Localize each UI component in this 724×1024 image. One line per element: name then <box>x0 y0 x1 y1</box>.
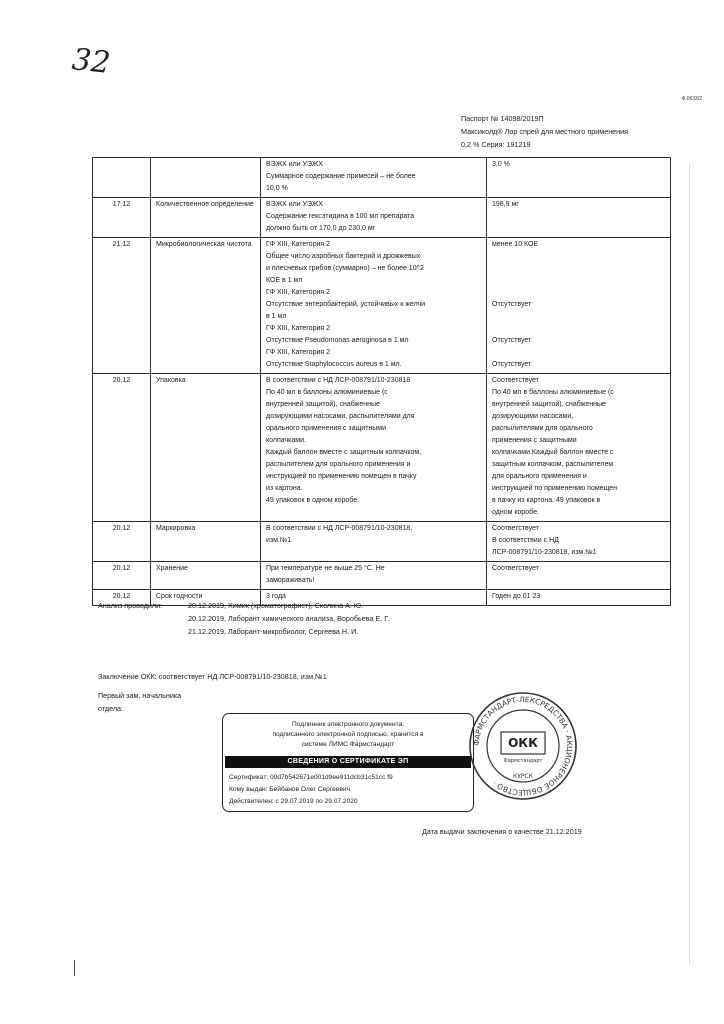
result-line: Соответствует <box>492 565 539 572</box>
test-date-cell <box>93 158 151 198</box>
requirement-cell <box>261 198 487 238</box>
table-row <box>93 198 671 238</box>
test-date-cell: 17.12 <box>93 198 151 238</box>
requirement-line: Отсутствие Pseudomonas aeruginosa в 1 мл <box>266 337 409 344</box>
result-line <box>492 311 665 323</box>
signature-notice-line: системе ЛИМС Фармстандарт <box>301 741 395 748</box>
table-row <box>93 238 671 374</box>
test-date-cell: 20.12 <box>93 590 151 606</box>
analysis-line-3: 21.12.2019, Лаборант-микробиолог, Сергеева Н. И. <box>188 627 359 636</box>
requirement-line: 3 года <box>266 593 286 600</box>
requirement-cell <box>261 238 487 374</box>
requirement-line: изм.№1 <box>266 537 292 544</box>
stamp-center-text: ОКК <box>508 736 538 750</box>
okk-conclusion: Заключение ОКК: соответствует НД ЛСР-008791/10-230818, изм.№1 <box>98 672 327 681</box>
requirement-line: и плесневых грибов (суммарно) – не более 10^2 <box>266 265 424 272</box>
table-row <box>93 158 671 198</box>
result-line: Отсутствует <box>492 361 532 368</box>
test-date-cell: 20.12 <box>93 562 151 590</box>
test-name-cell <box>151 158 261 198</box>
requirement-line: Отсутствие Staphylococcus aureus в 1 мл. <box>266 361 402 368</box>
analysis-line-1: 20.12.2019, Химик (хроматографист), Сколина А. Ю. <box>188 601 364 610</box>
requirement-line: из картона. <box>266 485 303 492</box>
test-date-cell: 21.12 <box>93 238 151 374</box>
deputy-head <box>98 689 181 715</box>
certificate-details <box>229 772 393 808</box>
result-line <box>492 323 665 335</box>
margin-mark <box>74 960 75 976</box>
document-header <box>461 112 628 151</box>
result-line: 198,9 мг <box>492 201 519 208</box>
result-line: для орального применения и <box>492 473 587 480</box>
result-cell <box>487 590 671 606</box>
result-cell <box>487 198 671 238</box>
requirement-line: внутренней защитой), снабженные <box>266 401 380 408</box>
requirement-cell <box>261 562 487 590</box>
passport-number: Паспорт № 14098/2019П <box>461 114 544 123</box>
test-name-cell: Маркировка <box>151 522 261 562</box>
result-line: Отсутствует <box>492 337 532 344</box>
form-code: Ф.0633/2 <box>681 96 702 102</box>
requirement-line: ВЭЖХ или УЭЖХ <box>266 161 323 168</box>
requirement-line: При температуре не выше 25 °С. Не <box>266 565 385 572</box>
requirement-line: КОЕ в 1 мл <box>266 277 303 284</box>
requirement-line: В соответствии с НД ЛСР-008791/10-230818, <box>266 525 413 532</box>
requirement-line: 49 упаковок в одном коробе. <box>266 497 360 504</box>
signature-notice-line: подписанного электронной подписью, хранится в <box>272 731 424 738</box>
result-line: 3,0 % <box>492 161 510 168</box>
requirement-line: дозирующими насосами, распылителями для <box>266 413 415 420</box>
result-line: колпачками.Каждый баллон вместе с <box>492 449 614 456</box>
requirement-line: Отсутствие энтеробактерий, устойчивых к желчи <box>266 301 426 308</box>
result-line: применения с защитными <box>492 437 577 444</box>
result-line: Годен до 01 23 <box>492 593 541 600</box>
result-line: В соответствии с НД <box>492 537 559 544</box>
test-results-table <box>92 157 671 606</box>
signature-notice <box>223 720 473 750</box>
deputy-dept: отдела: <box>98 704 124 713</box>
result-line <box>492 263 665 275</box>
test-date-cell: 20.12 <box>93 522 151 562</box>
signature-notice-line: Подлинник электронного документа, <box>291 721 405 728</box>
result-line: менее 10 КОЕ <box>492 241 539 248</box>
requirement-line: Каждый баллон вместе с защитным колпачком, <box>266 449 422 456</box>
product-name: Максиколд® Лор спрей для местного применения <box>461 127 629 136</box>
requirement-line: ГФ XIII, Категория 2 <box>266 289 331 296</box>
result-line <box>492 251 665 263</box>
certificate-id: Сертификат: 00d7b542671e001d9ee911dcb31c51cc f9 <box>229 774 393 781</box>
test-name-cell: Срок годности <box>151 590 261 606</box>
result-cell <box>487 158 671 198</box>
table-row <box>93 522 671 562</box>
result-line: одном коробе. <box>492 509 539 516</box>
requirement-line: ВЭЖХ или УЭЖХ <box>266 201 323 208</box>
result-line <box>492 347 665 359</box>
result-line: защитным колпачком, распылителем <box>492 461 614 468</box>
deputy-title: Первый зам. начальника <box>98 691 182 700</box>
result-line: внутренней защитой), снабженные <box>492 401 606 408</box>
result-line: ЛСР-008791/10-230818, изм.№1 <box>492 549 597 556</box>
certificate-holder: Кому выдан: Бейбанов Олег Сергеевич <box>229 786 351 793</box>
requirement-line: 10,0 % <box>266 185 288 192</box>
electronic-signature-box <box>222 713 474 812</box>
certificate-banner: СВЕДЕНИЯ О СЕРТИФИКАТЕ ЭП <box>225 756 471 768</box>
certificate-validity: Действителен: с 29.07.2019 по 29.07.2020 <box>229 798 358 805</box>
table-row <box>93 374 671 522</box>
result-line: Соответствует <box>492 377 539 384</box>
requirement-line: орального применения с защитными <box>266 425 387 432</box>
result-line: распылителями для орального <box>492 425 593 432</box>
requirement-cell <box>261 522 487 562</box>
requirement-cell <box>261 374 487 522</box>
result-cell <box>487 562 671 590</box>
stamp-city: КУРСК <box>513 773 533 780</box>
scan-edge-line <box>689 164 690 964</box>
result-line: в пачку из картона. 49 упаковок в <box>492 497 601 504</box>
requirement-line: Общее число аэробных бактерий и дрожжевых <box>266 253 421 260</box>
analysis-line-2: 20.12.2019, Лаборант химического анализа, Воробьева Е. Г. <box>188 614 390 623</box>
result-line: По 40 мл в баллоны алюминиевые (с <box>492 389 614 396</box>
requirement-line: По 40 мл в баллоны алюминиевые (с <box>266 389 388 396</box>
stamp-ring-text: ФАРМСТАНДАРТ-ЛЕКСРЕДСТВА · АКЦИОНЕРНОЕ ОБЩЕСТВО · <box>471 694 575 798</box>
requirement-line: замораживать! <box>266 577 315 584</box>
requirement-line: Содержание гексэтидина в 100 мл препарата <box>266 213 415 220</box>
result-line: дозирующими насосами, <box>492 413 574 420</box>
requirement-line: распылителем для орального применения и <box>266 461 411 468</box>
company-stamp <box>467 690 579 802</box>
test-name-cell: Упаковка <box>151 374 261 522</box>
result-cell <box>487 522 671 562</box>
analysis-label: Анализ проводили: <box>98 601 163 610</box>
result-cell <box>487 374 671 522</box>
requirement-line: ГФ XIII, Категория 2 <box>266 349 331 356</box>
requirement-line: инструкцией по применению помещен в пачку <box>266 473 417 480</box>
requirement-cell <box>261 158 487 198</box>
test-name-cell: Количественное определение <box>151 198 261 238</box>
result-line <box>492 275 665 287</box>
result-line <box>492 287 665 299</box>
test-date-cell: 20.12 <box>93 374 151 522</box>
result-cell <box>487 238 671 374</box>
result-line: Соответствует <box>492 525 539 532</box>
requirement-line: должно быть от 170,0 до 230,0 мг <box>266 225 376 232</box>
result-line: Отсутствует <box>492 301 532 308</box>
requirement-line: В соответствии с НД ЛСР-008791/10-230818 <box>266 377 411 384</box>
requirement-line: ГФ XIII, Категория 2 <box>266 241 331 248</box>
result-line: инструкцией по применению помещен <box>492 485 618 492</box>
dose-series: 0,2 % Серия: 191219 <box>461 140 531 149</box>
table-row <box>93 562 671 590</box>
test-name-cell: Хранение <box>151 562 261 590</box>
requirement-line: Суммарное содержание примесей – не более <box>266 173 416 180</box>
requirement-line: ГФ XIII, Категория 2 <box>266 325 331 332</box>
requirement-line: в 1 мл <box>266 313 287 320</box>
test-name-cell: Микробиологическая чистота <box>151 238 261 374</box>
stamp-sub-text: Фармстандарт <box>503 758 543 764</box>
handwritten-page-number: 32 <box>70 42 112 81</box>
requirement-line: колпачками. <box>266 437 306 444</box>
conclusion-issue-date: Дата выдачи заключения о качестве 21.12.2019 <box>422 827 582 836</box>
